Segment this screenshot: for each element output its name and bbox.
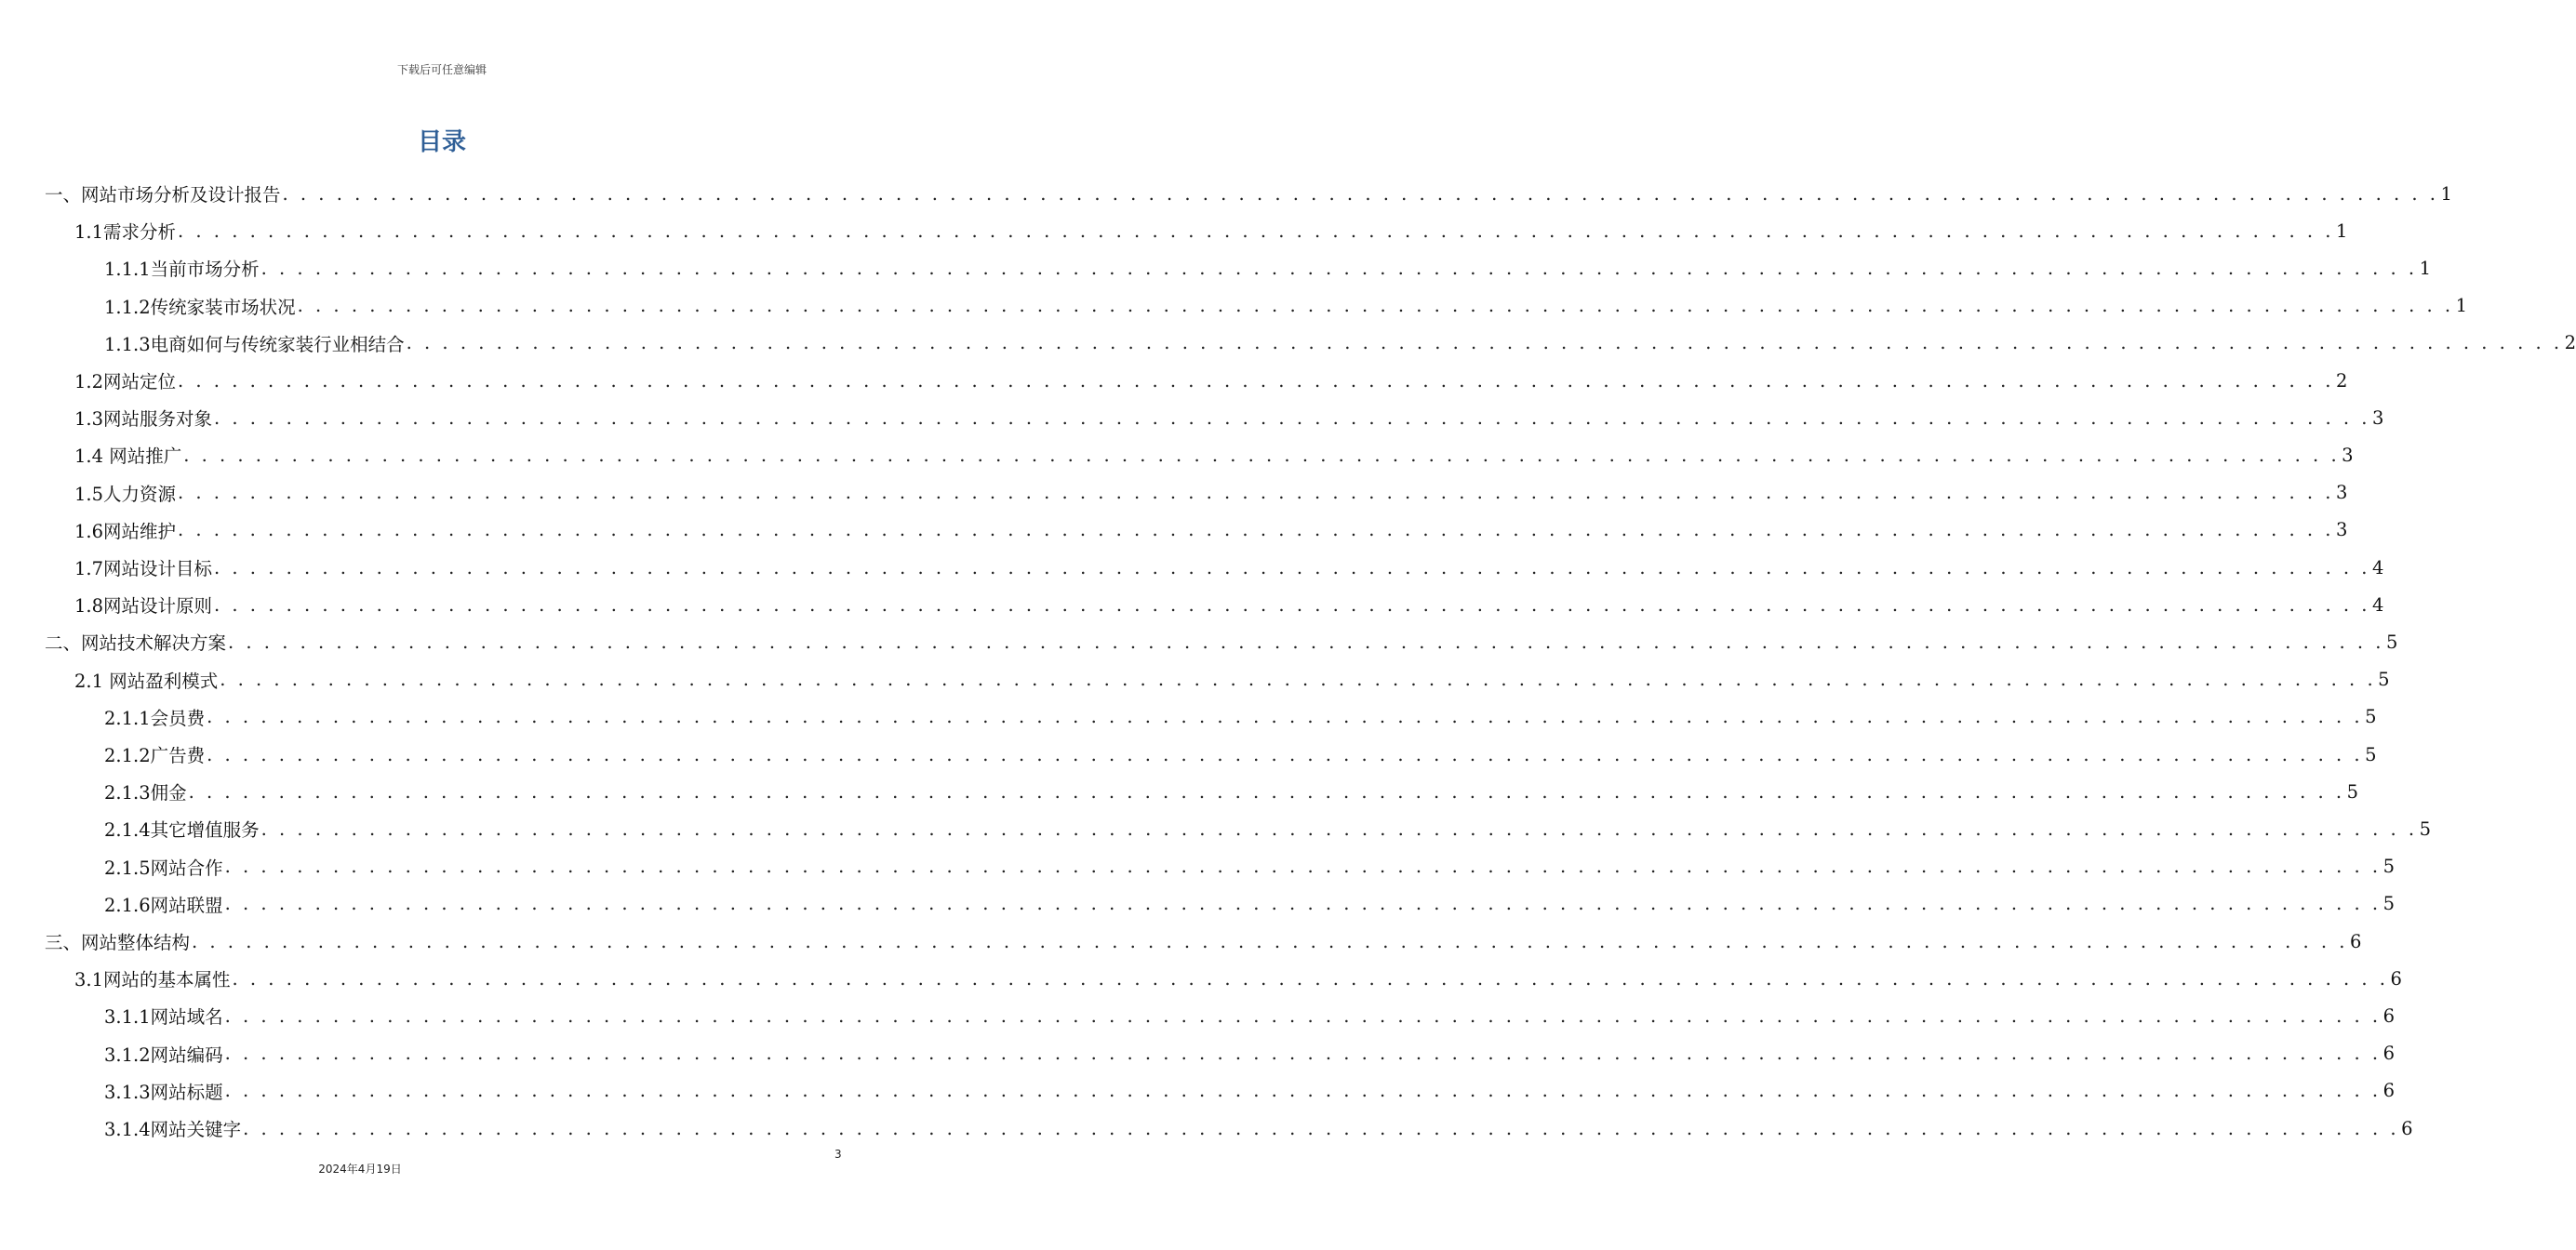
toc-dot-leader: . . . . . . . . . . . . . . . . . . . . . . . . . . . . . . . . . . . . . . . . . . . . . . . . . . . . . . . . . . . . . . . . . . . . . . . . . . . . . . . . . . . . . . . . . . . . . . . . . . . . . . . . . . . . . . . . . . . . . . . .	[207, 743, 2364, 765]
toc-dot-leader: . . . . . . . . . . . . . . . . . . . . . . . . . . . . . . . . . . . . . . . . . . . . . . . . . . . . . . . . . . . . . . . . . . . . . . . . . . . . . . . . . . . . . . . . . . . . . . . . . . . . . . . . . . . . . . . . . . . . . . . .	[192, 930, 2348, 952]
toc-entry-page: 5	[2385, 631, 2398, 653]
toc-dot-leader: . . . . . . . . . . . . . . . . . . . . . . . . . . . . . . . . . . . . . . . . . . . . . . . . . . . . . . . . . . . . . . . . . . . . . . . . . . . . . . . . . . . . . . . . . . . . . . . . . . . . . . . . . . . . . . . . . . . . . . . .	[188, 780, 2345, 803]
toc-dot-leader: . . . . . . . . . . . . . . . . . . . . . . . . . . . . . . . . . . . . . . . . . . . . . . . . . . . . . . . . . . . . . . . . . . . . . . . . . . . . . . . . . . . . . . . . . . . . . . . . . . . . . . . . . . . . . . . . . . . . . . . .	[297, 295, 2454, 317]
toc-entry-page: 5	[2382, 856, 2395, 878]
toc-entry-page: 4	[2371, 556, 2384, 578]
toc-entry-label: 三、网站整体结构	[45, 932, 191, 953]
toc-entry-label: 3.1.2网站编码	[104, 1044, 223, 1066]
toc-entry-label: 1.1.1当前市场分析	[104, 259, 260, 281]
toc-entry-label: 一、网站市场分析及设计报告	[45, 184, 281, 206]
toc-entry-page: 5	[2419, 818, 2431, 840]
toc-dot-leader: . . . . . . . . . . . . . . . . . . . . . . . . . . . . . . . . . . . . . . . . . . . . . . . . . . . . . . . . . . . . . . . . . . . . . . . . . . . . . . . . . . . . . . . . . . . . . . . . . . . . . . . . . . . . . . . . . . . . . . . .	[224, 1080, 2382, 1102]
toc-entry[interactable]	[74, 362, 2348, 399]
footer-date: 2024年4月19日	[318, 1163, 402, 1176]
toc-entry[interactable]	[74, 586, 2384, 623]
toc-entry-label: 1.3网站服务对象	[74, 408, 213, 431]
toc-entry-label: 2.1.4其它增值服务	[104, 819, 260, 842]
toc-entry-page: 5	[2365, 706, 2377, 728]
toc-entry-label: 2.1.1会员费	[104, 707, 206, 729]
toc-entry-label: 1.1.3电商如何与传统家装行业相结合	[104, 333, 405, 355]
toc-entry-page: 1	[2419, 257, 2431, 279]
toc-dot-leader: . . . . . . . . . . . . . . . . . . . . . . . . . . . . . . . . . . . . . . . . . . . . . . . . . . . . . . . . . . . . . . . . . . . . . . . . . . . . . . . . . . . . . . . . . . . . . . . . . . . . . . . . . . . . . . . . . . . . . . . .	[228, 631, 2384, 653]
toc-entry[interactable]	[74, 549, 2384, 586]
toc-entry[interactable]	[104, 773, 2358, 810]
toc-entry-page: 5	[2378, 669, 2390, 691]
toc-entry-page: 1	[2440, 182, 2452, 205]
toc-entry[interactable]	[104, 287, 2467, 325]
toc-entry[interactable]	[104, 810, 2431, 847]
toc-dot-leader: . . . . . . . . . . . . . . . . . . . . . . . . . . . . . . . . . . . . . . . . . . . . . . . . . . . . . . . . . . . . . . . . . . . . . . . . . . . . . . . . . . . . . . . . . . . . . . . . . . . . . . . . . . . . . . . . . . . . . . . .	[260, 257, 2418, 279]
toc-entry-page: 6	[2382, 1080, 2395, 1102]
toc-entry[interactable]	[74, 512, 2348, 549]
header-note: 下载后可任意编辑	[396, 63, 487, 76]
toc-entry-label: 1.2网站定位	[74, 371, 177, 392]
toc-entry-label: 3.1.1网站域名	[104, 1006, 223, 1029]
toc-entry-page: 1	[2455, 295, 2467, 317]
toc-entry-label: 1.1需求分析	[74, 221, 177, 244]
toc-entry-label: 3.1网站的基本属性	[74, 969, 231, 991]
toc-entry-page: 5	[2382, 893, 2395, 915]
toc-entry[interactable]	[104, 698, 2377, 736]
toc-entry[interactable]	[45, 623, 2398, 660]
toc-entry[interactable]	[74, 436, 2354, 473]
toc-entry[interactable]	[104, 1072, 2395, 1110]
toc-entry-label: 2.1.6网站联盟	[104, 894, 223, 916]
toc-entry-page: 6	[2382, 1004, 2395, 1027]
toc-entry-label: 3.1.4网站关键字	[104, 1119, 242, 1140]
toc-entry[interactable]	[104, 885, 2395, 923]
toc-entry-label: 3.1.3网站标题	[104, 1081, 223, 1103]
toc-entry-page: 5	[2365, 743, 2377, 765]
toc-dot-leader: . . . . . . . . . . . . . . . . . . . . . . . . . . . . . . . . . . . . . . . . . . . . . . . . . . . . . . . . . . . . . . . . . . . . . . . . . . . . . . . . . . . . . . . . . . . . . . . . . . . . . . . . . . . . . . . . . . . . . . . .	[214, 556, 2370, 578]
toc-entry[interactable]	[74, 474, 2348, 512]
toc-entry-page: 1	[2335, 219, 2348, 242]
toc-dot-leader: . . . . . . . . . . . . . . . . . . . . . . . . . . . . . . . . . . . . . . . . . . . . . . . . . . . . . . . . . . . . . . . . . . . . . . . . . . . . . . . . . . . . . . . . . . . . . . . . . . . . . . . . . . . . . . . . . . . . . . . .	[183, 444, 2341, 466]
toc-entry-label: 2.1.2广告费	[104, 745, 206, 766]
toc-entry-page: 5	[2346, 780, 2358, 803]
toc-entry[interactable]	[74, 960, 2402, 997]
toc-entry[interactable]	[104, 848, 2395, 885]
toc-dot-leader: . . . . . . . . . . . . . . . . . . . . . . . . . . . . . . . . . . . . . . . . . . . . . . . . . . . . . . . . . . . . . . . . . . . . . . . . . . . . . . . . . . . . . . . . . . . . . . . . . . . . . . . . . . . . . . . . . . . . . . . .	[243, 1117, 2400, 1139]
toc-entry-page: 6	[2390, 967, 2402, 990]
toc-entry-label: 二、网站技术解决方案	[45, 632, 227, 655]
toc-entry-page: 3	[2335, 482, 2348, 504]
toc-entry-label: 1.5人力资源	[74, 483, 177, 505]
toc-dot-leader: . . . . . . . . . . . . . . . . . . . . . . . . . . . . . . . . . . . . . . . . . . . . . . . . . . . . . . . . . . . . . . . . . . . . . . . . . . . . . . . . . . . . . . . . . . . . . . . . . . . . . . . . . . . . . . . . . . . . . . . .	[214, 406, 2370, 429]
toc-entry-label: 1.1.2传统家装市场状况	[104, 296, 296, 318]
toc-dot-leader: . . . . . . . . . . . . . . . . . . . . . . . . . . . . . . . . . . . . . . . . . . . . . . . . . . . . . . . . . . . . . . . . . . . . . . . . . . . . . . . . . . . . . . . . . . . . . . . . . . . . . . . . . . . . . . . . . . . . . . . .	[224, 893, 2382, 915]
toc-dot-leader: . . . . . . . . . . . . . . . . . . . . . . . . . . . . . . . . . . . . . . . . . . . . . . . . . . . . . . . . . . . . . . . . . . . . . . . . . . . . . . . . . . . . . . . . . . . . . . . . . . . . . . . . . . . . . . . . . . . . . . . .	[178, 219, 2334, 242]
page-number: 3	[834, 1148, 842, 1161]
toc-entry-page: 3	[2335, 519, 2348, 541]
toc-entry-label: 1.4 网站推广	[74, 445, 182, 468]
toc-entry-page: 6	[2401, 1117, 2413, 1139]
toc-title: 目录	[417, 128, 466, 156]
toc-entry[interactable]	[74, 661, 2390, 698]
toc-dot-leader: . . . . . . . . . . . . . . . . . . . . . . . . . . . . . . . . . . . . . . . . . . . . . . . . . . . . . . . . . . . . . . . . . . . . . . . . . . . . . . . . . . . . . . . . . . . . . . . . . . . . . . . . . . . . . . . . . . . . . . . .	[260, 818, 2418, 840]
toc-dot-leader: . . . . . . . . . . . . . . . . . . . . . . . . . . . . . . . . . . . . . . . . . . . . . . . . . . . . . . . . . . . . . . . . . . . . . . . . . . . . . . . . . . . . . . . . . . . . . . . . . . . . . . . . . . . . . . . . . . . . . . . .	[224, 1043, 2382, 1065]
toc-entry-page: 2	[2564, 332, 2576, 354]
toc-entry[interactable]	[104, 1110, 2413, 1147]
toc-entry-page: 3	[2342, 444, 2354, 466]
toc-entry[interactable]	[104, 249, 2431, 286]
toc-dot-leader: . . . . . . . . . . . . . . . . . . . . . . . . . . . . . . . . . . . . . . . . . . . . . . . . . . . . . . . . . . . . . . . . . . . . . . . . . . . . . . . . . . . . . . . . . . . . . . . . . . . . . . . . . . . . . . . . . . . . . . . .	[282, 182, 2439, 205]
toc-entry[interactable]	[104, 325, 2576, 362]
toc-dot-leader: . . . . . . . . . . . . . . . . . . . . . . . . . . . . . . . . . . . . . . . . . . . . . . . . . . . . . . . . . . . . . . . . . . . . . . . . . . . . . . . . . . . . . . . . . . . . . . . . . . . . . . . . . . . . . . . . . . . . . . . .	[178, 519, 2334, 541]
toc-entry[interactable]	[104, 1035, 2395, 1072]
toc-entry[interactable]	[104, 997, 2395, 1034]
toc-entry-page: 6	[2349, 930, 2362, 952]
toc-entry[interactable]	[45, 175, 2452, 212]
toc-entry-page: 4	[2371, 593, 2384, 616]
toc-dot-leader: . . . . . . . . . . . . . . . . . . . . . . . . . . . . . . . . . . . . . . . . . . . . . . . . . . . . . . . . . . . . . . . . . . . . . . . . . . . . . . . . . . . . . . . . . . . . . . . . . . . . . . . . . . . . . . . . . . . . . . . .	[220, 669, 2377, 691]
toc-entry[interactable]	[104, 736, 2377, 773]
toc-entry[interactable]	[74, 212, 2348, 249]
toc-entry[interactable]	[74, 399, 2384, 436]
toc-entry-page: 6	[2382, 1043, 2395, 1065]
toc-entry-label: 2.1.3佣金	[104, 782, 187, 805]
toc-entry-page: 3	[2371, 406, 2384, 429]
toc-dot-leader: . . . . . . . . . . . . . . . . . . . . . . . . . . . . . . . . . . . . . . . . . . . . . . . . . . . . . . . . . . . . . . . . . . . . . . . . . . . . . . . . . . . . . . . . . . . . . . . . . . . . . . . . . . . . . . . . . . . . . . . .	[224, 856, 2382, 878]
toc-entry-label: 2.1.5网站合作	[104, 857, 223, 879]
toc-entry-label: 1.6网站维护	[74, 520, 177, 542]
toc-entry-label: 1.7网站设计目标	[74, 558, 213, 579]
toc-dot-leader: . . . . . . . . . . . . . . . . . . . . . . . . . . . . . . . . . . . . . . . . . . . . . . . . . . . . . . . . . . . . . . . . . . . . . . . . . . . . . . . . . . . . . . . . . . . . . . . . . . . . . . . . . . . . . . . . . . . . . . . .	[178, 482, 2334, 504]
toc-entry-label: 2.1 网站盈利模式	[74, 670, 219, 692]
toc-dot-leader: . . . . . . . . . . . . . . . . . . . . . . . . . . . . . . . . . . . . . . . . . . . . . . . . . . . . . . . . . . . . . . . . . . . . . . . . . . . . . . . . . . . . . . . . . . . . . . . . . . . . . . . . . . . . . . . . . . . . . . . .	[214, 593, 2370, 616]
toc-entry-label: 1.8网站设计原则	[74, 595, 213, 618]
toc-dot-leader: . . . . . . . . . . . . . . . . . . . . . . . . . . . . . . . . . . . . . . . . . . . . . . . . . . . . . . . . . . . . . . . . . . . . . . . . . . . . . . . . . . . . . . . . . . . . . . . . . . . . . . . . . . . . . . . . . . . . . . . .	[224, 1004, 2382, 1027]
toc-entry[interactable]	[45, 923, 2362, 960]
toc-dot-leader: . . . . . . . . . . . . . . . . . . . . . . . . . . . . . . . . . . . . . . . . . . . . . . . . . . . . . . . . . . . . . . . . . . . . . . . . . . . . . . . . . . . . . . . . . . . . . . . . . . . . . . . . . . . . . . . . . . . . . . . .	[207, 706, 2364, 728]
toc-dot-leader: . . . . . . . . . . . . . . . . . . . . . . . . . . . . . . . . . . . . . . . . . . . . . . . . . . . . . . . . . . . . . . . . . . . . . . . . . . . . . . . . . . . . . . . . . . . . . . . . . . . . . . . . . . . . . . . . . . . . . . . .	[178, 369, 2334, 392]
toc-dot-leader: . . . . . . . . . . . . . . . . . . . . . . . . . . . . . . . . . . . . . . . . . . . . . . . . . . . . . . . . . . . . . . . . . . . . . . . . . . . . . . . . . . . . . . . . . . . . . . . . . . . . . . . . . . . . . . . . . . . . . . . .	[406, 332, 2563, 354]
toc-entry-page: 2	[2335, 369, 2348, 392]
toc-dot-leader: . . . . . . . . . . . . . . . . . . . . . . . . . . . . . . . . . . . . . . . . . . . . . . . . . . . . . . . . . . . . . . . . . . . . . . . . . . . . . . . . . . . . . . . . . . . . . . . . . . . . . . . . . . . . . . . . . . . . . . . .	[232, 967, 2389, 990]
